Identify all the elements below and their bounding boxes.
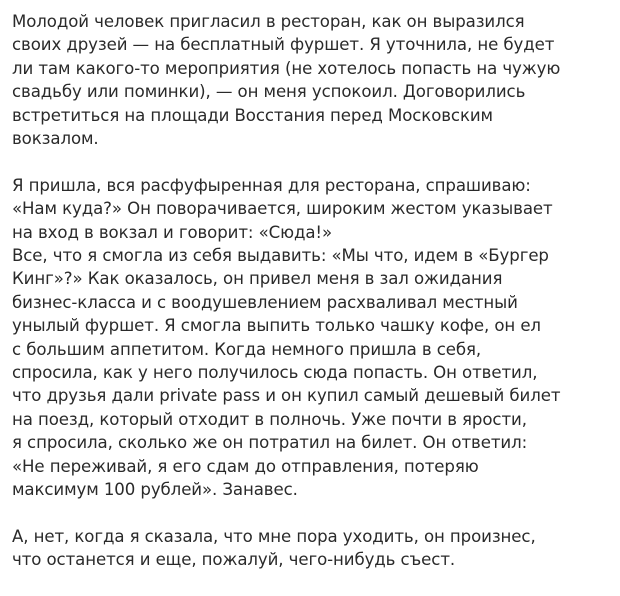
text-line: спросила, как у него получилось сюда попасть. Он ответил, bbox=[12, 363, 538, 383]
paragraph-station bbox=[12, 174, 616, 502]
text-line: Я пришла, вся расфуфыренная для ресторана, спрашиваю: bbox=[12, 175, 531, 195]
text-line: с большим аппетитом. Когда немного пришла в себя, bbox=[12, 339, 482, 359]
text-line: максимум 100 рублей». Занавес. bbox=[12, 480, 298, 500]
text-line: ли там какого-то мероприятия (не хотелось попасть на чужую bbox=[12, 58, 561, 78]
text-line: Кинг»?» Как оказалось, он привел меня в зал ожидания bbox=[12, 269, 503, 289]
paragraph-spacer bbox=[12, 150, 616, 173]
text-line: я спросила, сколько же он потратил на билет. Он ответил: bbox=[12, 433, 528, 453]
text-line: что друзья дали private pass и он купил самый дешевый билет bbox=[12, 386, 561, 406]
text-line: А, нет, когда я сказала, что мне пора уходить, он произнес, bbox=[12, 526, 536, 546]
text-line: «Нам куда?» Он поворачивается, широким жестом указывает bbox=[12, 199, 553, 219]
text-line: вокзалом. bbox=[12, 129, 99, 149]
text-line: свадьбу или поминки), — он меня успокоил. Договорились bbox=[12, 82, 526, 102]
text-line: своих друзей — на бесплатный фуршет. Я уточнила, не будет bbox=[12, 35, 555, 55]
text-line: Все, что я смогла из себя выдавить: «Мы что, идем в «Бургер bbox=[12, 246, 549, 266]
text-line: что останется и еще, пожалуй, чего-нибудь съест. bbox=[12, 550, 456, 570]
text-line: на вход в вокзал и говорит: «Сюда!» bbox=[12, 222, 333, 242]
text-line: унылый фуршет. Я смогла выпить только чашку кофе, он ел bbox=[12, 316, 541, 336]
text-line: бизнес-класса и с воодушевлением расхваливал местный bbox=[12, 292, 518, 312]
paragraph-spacer bbox=[12, 502, 616, 525]
text-line: «Не переживай, я его сдам до отправления, потеряю bbox=[12, 456, 479, 476]
paragraph-ending bbox=[12, 525, 616, 572]
text-line: Молодой человек пригласил в ресторан, как он выразился bbox=[12, 12, 525, 31]
text-line: встретиться на площади Восстания перед Московским bbox=[12, 105, 493, 125]
paragraph-invitation bbox=[12, 10, 616, 150]
text-line: на поезд, который отходит в полночь. Уже почти в ярости, bbox=[12, 409, 527, 429]
story-text bbox=[12, 10, 616, 572]
